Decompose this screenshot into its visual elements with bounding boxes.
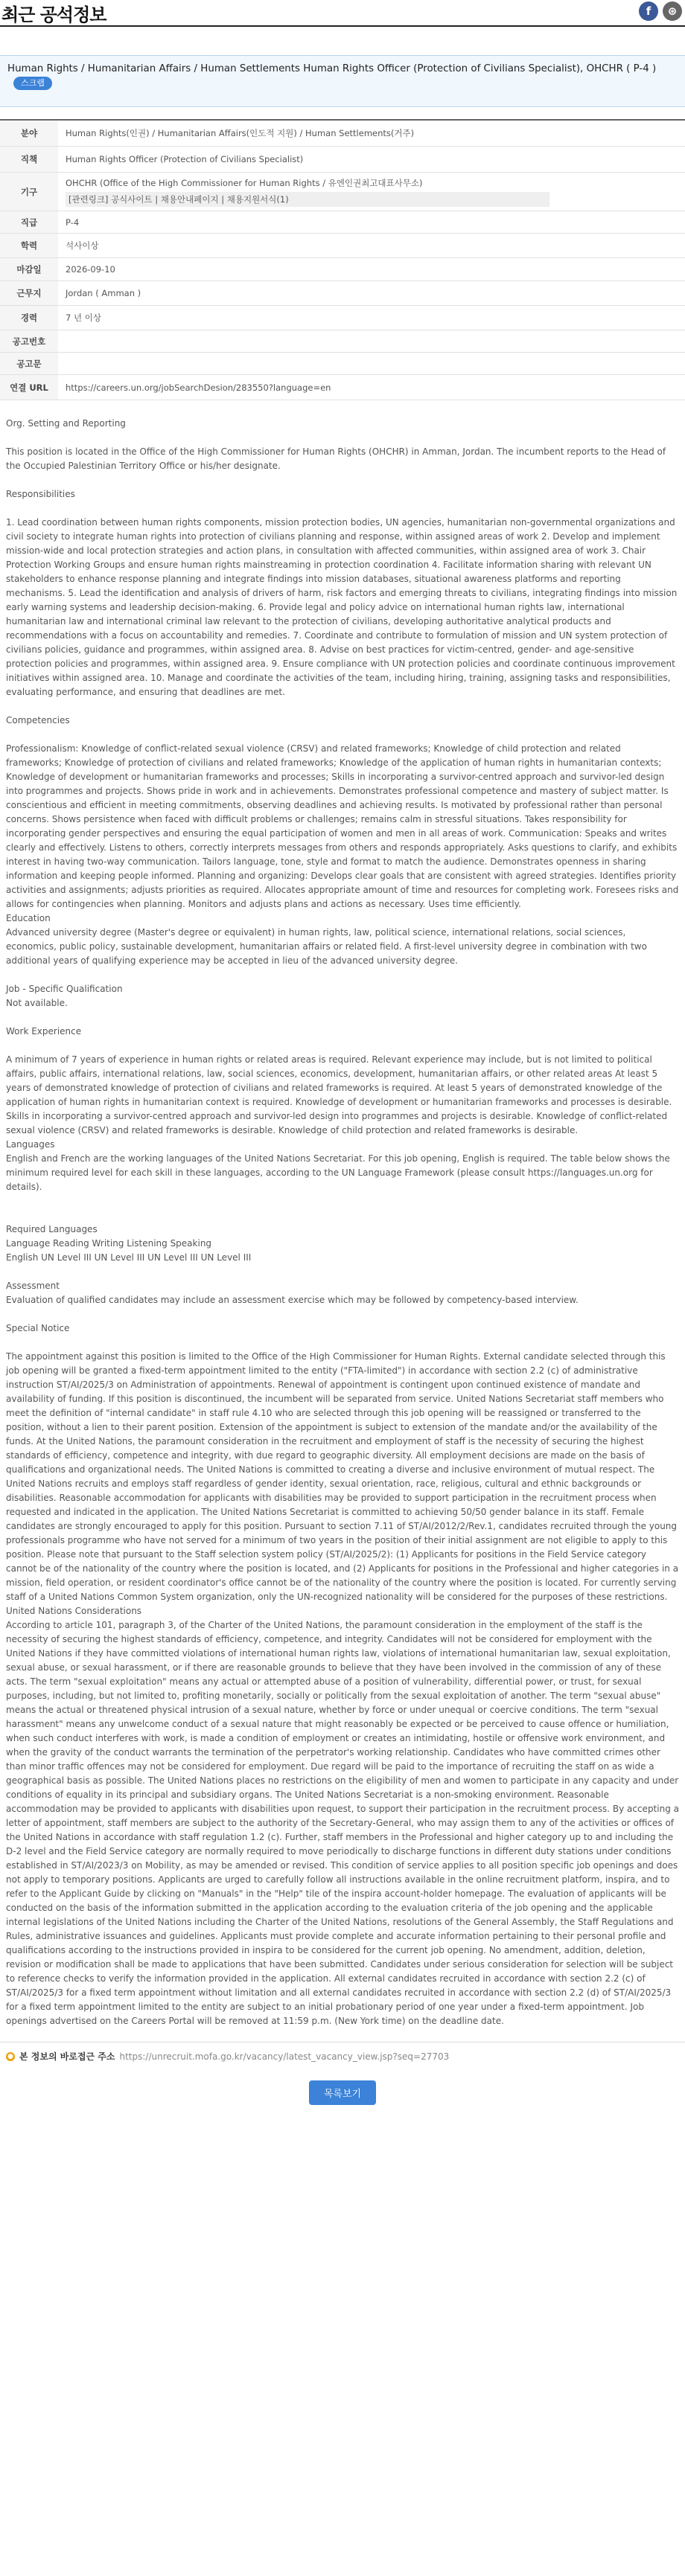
info-key: 근무지 xyxy=(0,281,58,305)
page-title: 최근 공석정보 xyxy=(1,4,106,25)
scrap-button[interactable]: 스크랩 xyxy=(13,77,52,90)
info-key: 공고번호 xyxy=(0,330,58,352)
info-key: 직급 xyxy=(0,211,58,233)
info-key: 경력 xyxy=(0,306,58,330)
info-row-location xyxy=(0,281,685,306)
info-value xyxy=(58,330,685,352)
share-icon[interactable]: ⊛ xyxy=(663,1,682,21)
info-value xyxy=(58,353,685,374)
job-title-box xyxy=(0,55,685,107)
info-key: 마감일 xyxy=(0,258,58,281)
job-description xyxy=(0,417,685,2028)
info-value: OHCHR (Office of the High Commissioner for Human Rights / 유엔인권최고대표사무소) xyxy=(66,177,423,188)
info-value: Jordan ( Amman ) xyxy=(66,288,141,298)
info-value: 7 년 이상 xyxy=(66,313,101,323)
info-value: 석사이상 xyxy=(66,240,99,251)
info-key: 연결 URL xyxy=(0,375,58,400)
facebook-share-icon[interactable]: f xyxy=(639,1,658,21)
info-key: 분야 xyxy=(0,121,58,146)
info-row-notice-doc xyxy=(0,353,685,375)
info-value-group xyxy=(58,173,685,211)
direct-link-label: 본 정보의 바로접근 주소 xyxy=(19,2051,115,2062)
info-key: 기구 xyxy=(0,173,58,211)
button-area xyxy=(0,2080,685,2105)
info-key: 공고문 xyxy=(0,353,58,374)
job-description-text: Org. Setting and Reporting This position is located in the Office of the High Commissioner for Human Rights (OHCHR) in Amman, Jordan. The incumbent reports to the Head of the Occupied Palestinian Territory Office or his/her designate. Responsibilities 1. Lead coordination between human rights components, mission protection bodies, UN agencies, humanitarian non-governmental organizations and civil society to integrate human rights into protection of civilians planning and response, within assigned areas of work 2. Develop and implement mission-wide and local protection strategies and action plans, in consultation with affected communities, within assigned area of work 3. Chair Protection Working Groups and ensure human rights mainstreaming in protection coordination 4. Facilitate information sharing with relevant UN stakeholders to enhance response planning and integrate findings into mission databases, situational awareness platforms and reporting mechanisms. 5. Lead the identification and analysis of drivers of harm, risk factors and emerging threats to civilians, integrating findings into mission early warning systems and leadership decision-making. 6. Provide legal and policy advice on international human rights law, international humanitarian law and international criminal law relevant to the protection of civilians, developing authoritative analytical products and recommendations with a focus on accountability and remedies. 7. Coordinate and contribute to formulation of mission and UN system protection of civilians policies, guidance and programmes, within assigned area. 8. Advise on best practices for victim-centred, gender- and age-sensitive protection policies and programmes, within assigned area. 9. Ensure compliance with UN protection policies and coordinate continuous improvement initiatives within assigned area. 10. Manage and coordinate the activities of the team, including hiring, training, assigning tasks and responsibilities, evaluating performance, and ensuring that deadlines are met. Competencies Professionalism: Knowledge of conflict-related sexual violence (CRSV) and related frameworks; Knowledge of child protection and related frameworks; Knowledge of protection of civilians and related frameworks; Knowledge of the application of human rights in humanitarian contexts; Knowledge of development or humanitarian frameworks and processes; Skills in incorporating a survivor-centred approach and survivor-led design into programmes and projects. Shows pride in work and in achievements. Demonstrates professional competence and mastery of subject matter. Is conscientious and efficient in meeting commitments, observing deadlines and achieving results. Is motivated by professional rather than personal concerns. Shows persistence when faced with difficult problems or challenges; remains calm in stressful situations. Takes responsibility for incorporating gender perspectives and ensuring the equal participation of women and men in all areas of work. Communication: Speaks and writes clearly and effectively. Listens to others, correctly interprets messages from others and responds appropriately. Asks questions to clarify, and exhibits interest in having two-way communication. Tailors language, tone, style and format to match the audience. Demonstrates openness in sharing information and keeping people informed. Planning and organizing: Develops clear goals that are consistent with agreed strategies. Identifies priority activities and assignments; adjusts priorities as required. Allocates appropriate amount of time and resources for completing work. Foresees risks and allows for contingencies when planning. Monitors and adjusts plans and actions as necessary. Uses time efficiently. Education Advanced university degree (Master's degree or equivalent) in human rights, law, political science, international relations, social sciences, economics, public policy, sustainable development, humanitarian affairs or related field. A first-level university degree in combination with two additional years of qualifying experience may be accepted in lieu of the advanced university degree. Job - Specific Qualification Not available. Work Experience A minimum of 7 years of experience in human rights or related areas is required. Relevant experience may include, but is not limited to political affairs, public affairs, international relations, law, social sciences, economics, development, humanitarian affairs, or other related areas At least 5 years of demonstrated knowledge of protection of civilians and related frameworks is required. At least 5 years of demonstrated knowledge of the application of human rights in humanitarian context is required. Knowledge of development or humanitarian frameworks and processes is desirable. Skills in incorporating a survivor-centred approach and survivor-led design into programmes and projects is desirable. Knowledge of conflict-related sexual violence (CRSV) and related frameworks is desirable. Knowledge of child protection and related frameworks is desirable. Languages English and French are the working languages of the United Nations Secretariat. For this job opening, English is required. The table below shows the minimum required level for each skill in these languages, according to the UN Language Framework (please consult https://languages.un.org for details). Required Languages Language Reading Writing Listening Speaking English UN Level III UN Level III UN Level III UN Level III Assessment Evaluation of qualified candidates may include an assessment exercise which may be followed by competency-based interview. Special Notice The appointment against this position is limited to the Office of the High Commissioner for Human Rights. External candidate selected through this job opening will be granted a fixed-term appointment limited to the entity ("FTA-limited") in accordance with section 2.2 (c) of administrative instruction ST/AI/2025/3 on Administration of appointments. Renewal of appointment is contingent upon continued existence of mandate and availability of funding. If this position is discontinued, the incumbent will be separated from service. United Nations Secretariat staff members who meet the definition of "internal candidate" in staff rule 4.10 who are selected through this job opening will be reassigned or transferred to the position, without a lien to their parent position. Extension of the appointment is subject to extension of the mandate and/or the availability of the funds. At the United Nations, the paramount consideration in the recruitment and employment of staff is the necessity of securing the highest standards of efficiency, competence and integrity, with due regard to geographic diversity. All employment decisions are made on the basis of qualifications and organizational needs. The United Nations is committed to creating a diverse and inclusive environment of mutual respect. The United Nations recruits and employs staff regardless of gender identity, sexual orientation, race, religious, cultural and ethnic backgrounds or disabilities. Reasonable accommodation for applicants with disabilities may be provided to support participation in the recruitment process when requested and indicated in the application. The United Nations Secretariat is committed to achieving 50/50 gender balance in its staff. Female candidates are strongly encouraged to apply for this position. Pursuant to section 7.11 of ST/AI/2012/2/Rev.1, candidates recruited through the young professionals programme who have not served for a minimum of two years in the position of their initial assignment are not eligible to apply to this position. Please note that pursuant to the Staff selection system policy (ST/AI/2025/2): (1) Applicants for positions in the Field Service category cannot be of the nationality of the country where the position is located, and (2) Applicants for positions in the Professional and higher categories in a mission, field operation, or resident coordinator's office cannot be of the nationality of the country where the position is located. For currently serving staff of a United Nations Common System organization, only the UN-recognized nationality will be considered for the purposes of these restrictions. United Nations Considerations According to article 101, paragraph 3, of the Charter of the United Nations, the paramount consideration in the employment of the staff is the necessity of securing the highest standards of efficiency, competence, and integrity. Candidates will not be considered for employment with the United Nations if they have committed violations of international human rights law, violations of international humanitarian law, sexual exploitation, sexual abuse, or sexual harassment, or if there are reasonable grounds to believe that they have been involved in the commission of any of these acts. The term "sexual exploitation" means any actual or attempted abuse of a position of vulnerability, differential power, or trust, for sexual purposes, including, but not limited to, profiting monetarily, socially or politically from the sexual exploitation of another. The term "sexual abuse" means the actual or threatened physical intrusion of a sexual nature, whether by force or under unequal or coercive conditions. The term "sexual harassment" means any unwelcome conduct of a sexual nature that might reasonably be expected or be perceived to cause offence or humiliation, when such conduct interferes with work, is made a condition of employment or creates an intimidating, hostile or offensive work environment, and when the gravity of the conduct warrants the termination of the perpetrator's working relationship. Candidates who have committed crimes other than minor traffic offences may not be considered for employment. Due regard will be paid to the importance of recruiting the staff on as wide a geographical basis as possible. The United Nations places no restrictions on the eligibility of men and women to participate in any capacity and under conditions of equality in its principal and subsidiary organs. The United Nations Secretariat is a non-smoking environment. Reasonable accommodation may be provided to applicants with disabilities upon request, to support their participation in the recruitment process. By accepting a letter of appointment, staff members are subject to the authority of the Secretary-General, who may assign them to any of the activities or offices of the United Nations in accordance with staff regulation 1.2 (c). Further, staff members in the Professional and higher category up to and including the D-2 level and the Field Service category are normally required to move periodically to discharge functions in different duty stations under conditions established in ST/AI/2023/3 on Mobility, as may be amended or revised. This condition of service applies to all position specific job openings and does not apply to temporary positions. Applicants are urged to carefully follow all instructions available in the online recruitment platform, inspira, and to refer to the Applicant Guide by clicking on "Manuals" in the "Help" tile of the inspira account-holder homepage. The evaluation of applicants will be conducted on the basis of the information submitted in the application according to the evaluation criteria of the job opening and the applicable internal legislations of the United Nations including the Charter of the United Nations, resolutions of the General Assembly, the Staff Regulations and Rules, administrative issuances and guidelines. Applicants must provide complete and accurate information pertaining to their personal profile and qualifications according to the instructions provided in inspira to be considered for the current job opening. No amendment, addition, deletion, revision or modification shall be made to applications that have been submitted. Candidates under serious consideration for selection will be subject to reference checks to verify the information provided in the application. All external candidates recruited in accordance with section 2.2 (c) of ST/AI/2025/3 for a fixed term appointment without limitation and all external candidates recruited in accordance with section 2.2 (d) of ST/AI/2025/3 for a fixed term appointment limited to the entity are subject to an initial probationary period of one year under a fixed-term appointment. Job openings advertised on the Careers Portal will be removed at 11:59 p.m. (New York time) on the deadline date. xyxy=(6,418,679,2026)
share-buttons xyxy=(639,1,682,21)
info-url-link[interactable]: https://careers.un.org/jobSearchDesion/283550?language=en xyxy=(66,382,331,393)
info-row-notice-number xyxy=(0,330,685,353)
info-row-grade xyxy=(0,211,685,234)
page-header xyxy=(0,0,685,27)
info-key: 학력 xyxy=(0,234,58,257)
info-row-url xyxy=(0,375,685,400)
info-value: P-4 xyxy=(66,217,80,228)
job-title xyxy=(7,62,678,92)
info-key: 직책 xyxy=(0,147,58,172)
info-row-position xyxy=(0,147,685,173)
list-button[interactable]: 목록보기 xyxy=(309,2080,376,2105)
job-info-table xyxy=(0,119,685,400)
direct-link-bar xyxy=(0,2042,685,2070)
info-row-organization xyxy=(0,173,685,211)
info-row-deadline xyxy=(0,258,685,281)
info-value: Human Rights Officer (Protection of Civilians Specialist) xyxy=(66,154,304,164)
info-row-field xyxy=(0,121,685,147)
info-row-education xyxy=(0,234,685,258)
job-title-text: Human Rights / Humanitarian Affairs / Human Settlements Human Rights Officer (Protection of Civilians Specialist), OHCHR ( P-4 ) xyxy=(7,63,657,74)
info-icon: ● xyxy=(6,2052,15,2061)
info-value: Human Rights(인권) / Humanitarian Affairs(인도적 지원) / Human Settlements(거주) xyxy=(66,128,415,138)
related-links[interactable]: [관련링크] 공식사이트 | 채용안내페이지 | 채용지원서식(1) xyxy=(66,192,549,207)
info-value: 2026-09-10 xyxy=(66,264,115,275)
info-row-experience xyxy=(0,306,685,330)
direct-link-url[interactable]: https://unrecruit.mofa.go.kr/vacancy/latest_vacancy_view.jsp?seq=27703 xyxy=(119,2051,450,2062)
